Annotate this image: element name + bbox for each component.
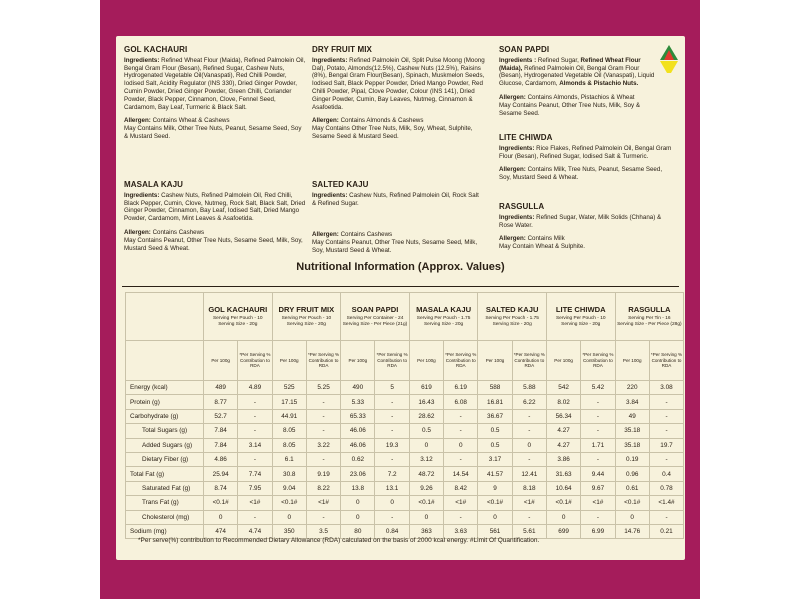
value-per-100g: 7.84 xyxy=(204,424,238,438)
nutrient-row xyxy=(126,481,684,495)
rda-header-line: RDA xyxy=(318,363,329,369)
value-per-100g: 17.15 xyxy=(272,395,306,409)
value-rda-percent: - xyxy=(375,452,409,466)
nutrition-header-row xyxy=(126,293,684,341)
value-per-100g: 23.06 xyxy=(341,467,375,481)
column-servings: Serving Per Tin - 16 xyxy=(628,316,671,322)
value-rda-percent: 13.1 xyxy=(375,481,409,495)
value-rda-percent: - xyxy=(306,395,340,409)
value-rda-percent: 3.22 xyxy=(306,438,340,452)
value-per-100g: 490 xyxy=(341,381,375,395)
value-rda-percent: 7.74 xyxy=(238,467,272,481)
column-servings: Serving Per Pouch - 10 xyxy=(555,316,606,322)
rda-header-line: *Per Serving % xyxy=(239,352,271,358)
value-per-100g: <0.1# xyxy=(615,496,649,510)
column-serving-size: Serving Size - Per Piece (21g) xyxy=(342,322,408,327)
value-per-100g: 46.06 xyxy=(341,438,375,452)
product-allergen: Allergen: Contains Almonds, Pistachios & Wheat May Contains Peanut, Other Tree Nuts, Milk, Soy & Sesame Seed. xyxy=(499,93,640,117)
value-rda-percent: 0 xyxy=(375,496,409,510)
value-per-100g: 10.64 xyxy=(546,481,580,495)
column-header xyxy=(478,293,547,341)
product-allergen: Allergen: Contains Cashews May Contains Peanut, Other Tree Nuts, Sesame Seed, Milk, Soy, Mustard Seed & Wheat. xyxy=(124,228,303,252)
value-rda-percent: - xyxy=(238,409,272,423)
nutrient-row xyxy=(126,452,684,466)
value-per-100g: 0 xyxy=(478,510,512,524)
nutrient-label: Trans Fat (g) xyxy=(126,496,204,510)
nutrient-label: Carbohydrate (g) xyxy=(126,409,204,423)
nutrient-row xyxy=(126,395,684,409)
value-per-100g: 41.57 xyxy=(478,467,512,481)
product-salted-kaju xyxy=(312,181,482,255)
rda-header-line: Contribution to xyxy=(308,357,339,363)
value-per-100g: 542 xyxy=(546,381,580,395)
nutrient-label: Total Sugars (g) xyxy=(126,424,204,438)
column-serving-size: Serving Size - 20g xyxy=(423,322,464,327)
value-rda-percent: - xyxy=(238,424,272,438)
product-ingredients: Ingredients: Cashew Nuts, Refined Palmolein Oil, Red Chilli, Black Pepper, Cumin, Clove, Nutmeg, Rock Salt, Black Salt, Dried Ginger Powder, Cinnamon, Bay Leaf, Iodised Salt, Dried Mango Powder, Cardamom, Mint Leaves & Asafoetida. xyxy=(124,191,306,223)
value-rda-percent: 9.19 xyxy=(306,467,340,481)
value-per-100g: 0.61 xyxy=(615,481,649,495)
value-per-100g: 4.27 xyxy=(546,438,580,452)
product-lite-chiwda xyxy=(499,134,675,182)
value-per-100g: <0.1# xyxy=(409,496,443,510)
nutrient-label: Cholesterol (mg) xyxy=(126,510,204,524)
value-rda-percent: - xyxy=(375,424,409,438)
nutrient-row xyxy=(126,496,684,510)
value-rda-percent: 4.89 xyxy=(238,381,272,395)
value-per-100g: 8.02 xyxy=(546,395,580,409)
product-ingredients: Ingredients: Cashew Nuts, Refined Palmolein Oil, Rock Salt & Refined Sugar. xyxy=(312,191,479,207)
rda-header-line: *Per Serving % xyxy=(307,352,340,358)
per-serving-rda-header xyxy=(649,341,683,381)
column-header xyxy=(341,293,410,341)
value-rda-percent: 0.84 xyxy=(375,524,409,538)
value-rda-percent: - xyxy=(512,424,546,438)
column-product-name: MASALA KAJU xyxy=(416,305,472,315)
value-per-100g: 4.27 xyxy=(546,424,580,438)
value-per-100g: 619 xyxy=(409,381,443,395)
value-rda-percent: - xyxy=(306,510,340,524)
product-soan-papdi xyxy=(499,46,659,117)
value-per-100g: 48.72 xyxy=(409,467,443,481)
product-ingredients: Ingredients: Refined Wheat Flour (Maida), Refined Palmolein Oil, Bengal Gram Flour (Besan), Refined Sugar, Cashew Nuts, Hydrogenated Vegetable Oil(Vanaspati), Red Chilli Powder, Iodised Salt, Acidity Regulator (INS 330), Dried Ginger Powder, Cumin Powder, Dried Ginger Powder, Green Chilli, Coriander Powder, Black Pepper, Cinnamon, Clove, Fennel Seed, Cardamom, Bay Leaf, Turmeric & Black Salt. xyxy=(124,56,306,111)
value-rda-percent: 4.74 xyxy=(238,524,272,538)
nutrient-label: Sodium (mg) xyxy=(126,524,204,538)
value-per-100g: 49 xyxy=(615,409,649,423)
value-per-100g: 6.1 xyxy=(272,452,306,466)
value-rda-percent: 7.95 xyxy=(238,481,272,495)
value-rda-percent: <1.4# xyxy=(649,496,683,510)
value-rda-percent: 9.44 xyxy=(581,467,615,481)
rda-header-line: RDA xyxy=(661,363,672,369)
value-rda-percent: - xyxy=(306,409,340,423)
nutrient-label: Dietary Fiber (g) xyxy=(126,452,204,466)
column-product-name: DRY FRUIT MIX xyxy=(278,305,335,315)
per-100g-header: Per 100g xyxy=(204,341,238,381)
value-per-100g: <0.1# xyxy=(204,496,238,510)
value-rda-percent: <1# xyxy=(581,496,615,510)
value-per-100g: 0 xyxy=(272,510,306,524)
value-per-100g: 4.86 xyxy=(204,452,238,466)
value-per-100g: 3.86 xyxy=(546,452,580,466)
value-rda-percent: - xyxy=(581,424,615,438)
rda-header-line: RDA xyxy=(455,363,466,369)
product-masala-kaju xyxy=(124,181,306,252)
column-product-name: SALTED KAJU xyxy=(485,305,539,315)
value-rda-percent: 6.22 xyxy=(512,395,546,409)
product-name: SOAN PAPDI xyxy=(499,45,550,54)
value-rda-percent: - xyxy=(238,452,272,466)
value-rda-percent: 8.42 xyxy=(444,481,478,495)
nutrient-row xyxy=(126,424,684,438)
rda-header-line: Contribution to xyxy=(445,357,476,363)
rda-header-line: *Per Serving % xyxy=(376,352,408,358)
nutrition-table xyxy=(125,292,684,539)
rda-header-line: Contribution to xyxy=(377,357,408,363)
value-per-100g: 9.04 xyxy=(272,481,306,495)
product-dry-fruit-mix xyxy=(312,46,494,141)
value-per-100g: 65.33 xyxy=(341,409,375,423)
value-per-100g: 35.18 xyxy=(615,438,649,452)
column-servings: Serving Per Pouch - 10 xyxy=(212,316,263,322)
column-serving-size: Serving Size - 20g xyxy=(492,322,532,327)
column-serving-size: Serving Size - 20g xyxy=(286,322,326,327)
product-allergen: Allergen: Contains Wheat & Cashews May Contains Milk, Other Tree Nuts, Peanut, Sesame Seed, Soy & Mustard Seed. xyxy=(124,117,302,140)
value-per-100g: 3.84 xyxy=(615,395,649,409)
nutrient-label: Total Fat (g) xyxy=(126,467,204,481)
value-rda-percent: 5.25 xyxy=(306,381,340,395)
value-rda-percent: - xyxy=(649,409,683,423)
value-rda-percent: - xyxy=(512,452,546,466)
value-rda-percent: - xyxy=(649,510,683,524)
per-serving-rda-header xyxy=(512,341,546,381)
value-rda-percent: 0 xyxy=(512,438,546,452)
per-serving-rda-header xyxy=(581,341,615,381)
product-gol-kachauri xyxy=(124,46,306,141)
per-100g-header: Per 100g xyxy=(409,341,443,381)
per-serving-rda-header xyxy=(306,341,340,381)
value-per-100g: 363 xyxy=(409,524,443,538)
value-rda-percent: 1.71 xyxy=(581,438,615,452)
value-rda-percent: - xyxy=(581,452,615,466)
value-rda-percent: - xyxy=(306,452,340,466)
value-per-100g: 525 xyxy=(272,381,306,395)
value-per-100g: 28.62 xyxy=(409,409,443,423)
product-ingredients: Ingredients: Refined Palmolein Oil, Split Pulse Moong (Moong Dal), Potato, Almonds(12.5%), Cashew Nuts (12.5%), Raisins (8%), Bengal Gram Flour(Besan), Spinach, Muskmelon Seeds, Iodised Salt, Black Pepper Powder, Dried Mango Powder, Red Chilli Powder, Pipal, Clove Powder, Colour (INS 141), Dried Ginger Powder, Cumin, Bay Leaves, Nutmeg, Cinnamon & Asafoetida. xyxy=(312,56,485,111)
nutrition-title: Nutritional Information (Approx. Values) xyxy=(296,261,505,273)
value-rda-percent: - xyxy=(375,395,409,409)
column-product-name: RASGULLA xyxy=(628,305,671,315)
value-rda-percent: 8.18 xyxy=(512,481,546,495)
value-per-100g: 0.62 xyxy=(341,452,375,466)
value-rda-percent: - xyxy=(649,395,683,409)
per-serving-rda-header xyxy=(375,341,409,381)
product-allergen: Allergen: Contains Milk May Contain Wheat & Sulphite. xyxy=(499,235,585,251)
column-product-name: SOAN PAPDI xyxy=(351,305,399,315)
rda-header-line: Contribution to xyxy=(582,357,613,363)
value-per-100g: 0 xyxy=(615,510,649,524)
value-rda-percent: 7.2 xyxy=(375,467,409,481)
product-name: SALTED KAJU xyxy=(312,180,369,189)
column-product-name: GOL KACHAURI xyxy=(208,305,268,315)
value-rda-percent: 19.7 xyxy=(649,438,683,452)
subheader-blank xyxy=(126,341,204,381)
value-per-100g: 350 xyxy=(272,524,306,538)
value-rda-percent: - xyxy=(238,510,272,524)
value-rda-percent: - xyxy=(444,510,478,524)
veg-mark-icon xyxy=(658,44,680,74)
column-header xyxy=(409,293,478,341)
value-per-100g: 5.33 xyxy=(341,395,375,409)
per-100g-header: Per 100g xyxy=(546,341,580,381)
column-header xyxy=(546,293,615,341)
value-per-100g: 0 xyxy=(204,510,238,524)
value-per-100g: 0.19 xyxy=(615,452,649,466)
value-per-100g: 36.67 xyxy=(478,409,512,423)
value-per-100g: 0.96 xyxy=(615,467,649,481)
value-per-100g: 16.43 xyxy=(409,395,443,409)
product-name: GOL KACHAURI xyxy=(124,45,188,54)
product-name: MASALA KAJU xyxy=(124,180,184,189)
column-serving-size: Serving Size - Per Piece (28g) xyxy=(617,322,682,327)
nutrient-row xyxy=(126,510,684,524)
value-per-100g: <0.1# xyxy=(272,496,306,510)
rda-header-line: RDA xyxy=(250,363,260,369)
value-rda-percent: - xyxy=(581,395,615,409)
product-ingredients: Ingredients : Refined Sugar, Refined Wheat Flour (Maida), Refined Palmolein Oil, Bengal Gram Flour (Besan), Hydrogenated Vegetable Oil (Vanaspati), Liquid Glucose, Cardamom, Almonds & Pistachio Nuts. xyxy=(499,56,655,88)
rda-header-line: Contribution to xyxy=(651,357,682,363)
rda-header-line: *Per Serving % xyxy=(445,352,477,358)
per-serving-rda-header xyxy=(238,341,272,381)
value-per-100g: 588 xyxy=(478,381,512,395)
value-per-100g: 0.5 xyxy=(409,424,443,438)
value-per-100g: 14.76 xyxy=(615,524,649,538)
value-per-100g: 474 xyxy=(204,524,238,538)
value-rda-percent: 12.41 xyxy=(512,467,546,481)
value-rda-percent: 19.3 xyxy=(375,438,409,452)
value-per-100g: 46.06 xyxy=(341,424,375,438)
column-servings: Serving Per Container - 24 xyxy=(346,316,404,322)
value-per-100g: 8.05 xyxy=(272,438,306,452)
nutrient-label: Protein (g) xyxy=(126,395,204,409)
rda-header-line: *Per Serving % xyxy=(513,352,545,358)
rda-header-line: *Per Serving % xyxy=(650,352,683,358)
value-rda-percent: - xyxy=(444,409,478,423)
product-allergen: Allergen: Contains Milk, Tree Nuts, Peanut, Sesame Seed, Soy, Mustard Seed & Wheat. xyxy=(499,166,663,182)
value-per-100g: 13.8 xyxy=(341,481,375,495)
column-product-name: LITE CHIWDA xyxy=(555,305,606,315)
column-servings: Serving Per Pouch - 10 xyxy=(281,316,332,322)
product-allergen: Allergen: Contains Almonds & Cashews May Contains Other Tree Nuts, Milk, Soy, Wheat, Sulphite, Sesame Seed & Mustard Seed. xyxy=(312,117,473,140)
value-rda-percent: 6.08 xyxy=(444,395,478,409)
value-per-100g: 0.5 xyxy=(478,438,512,452)
value-rda-percent: 3.63 xyxy=(444,524,478,538)
rda-header-line: RDA xyxy=(593,363,603,369)
value-rda-percent: 14.54 xyxy=(444,467,478,481)
per-100g-header: Per 100g xyxy=(478,341,512,381)
nutrient-label: Energy (kcal) xyxy=(126,381,204,395)
value-rda-percent: - xyxy=(444,452,478,466)
value-per-100g: 561 xyxy=(478,524,512,538)
value-rda-percent: 0.4 xyxy=(649,467,683,481)
column-header xyxy=(204,293,273,341)
nutrient-label: Added Sugars (g) xyxy=(126,438,204,452)
value-rda-percent: - xyxy=(375,510,409,524)
value-rda-percent: - xyxy=(306,424,340,438)
product-rasgulla xyxy=(499,203,675,251)
value-rda-percent: 0.21 xyxy=(649,524,683,538)
value-rda-percent: 5.42 xyxy=(581,381,615,395)
rda-header-line: *Per Serving % xyxy=(582,352,614,358)
nutrient-label: Saturated Fat (g) xyxy=(126,481,204,495)
header-blank xyxy=(126,293,204,341)
nutrient-row xyxy=(126,467,684,481)
value-per-100g: 56.34 xyxy=(546,409,580,423)
nutrient-row xyxy=(126,438,684,452)
product-allergen: Allergen: Contains Cashews May Contains Peanut, Other Tree Nuts, Sesame Seed, Milk, Soy, Mustard Seed & Wheat. xyxy=(312,231,478,254)
column-serving-size: Serving Size - 20g xyxy=(218,322,258,327)
value-rda-percent: 3.14 xyxy=(238,438,272,452)
value-rda-percent: - xyxy=(649,452,683,466)
value-rda-percent: 3.08 xyxy=(649,381,683,395)
nutrient-row xyxy=(126,409,684,423)
value-per-100g: 0 xyxy=(409,510,443,524)
value-rda-percent: 6.99 xyxy=(581,524,615,538)
value-rda-percent: 5 xyxy=(375,381,409,395)
value-rda-percent: <1# xyxy=(306,496,340,510)
value-per-100g: 31.63 xyxy=(546,467,580,481)
value-per-100g: 0 xyxy=(409,438,443,452)
divider xyxy=(122,286,679,287)
value-rda-percent: 9.67 xyxy=(581,481,615,495)
value-rda-percent: <1# xyxy=(444,496,478,510)
value-per-100g: 30.8 xyxy=(272,467,306,481)
rda-header-line: RDA xyxy=(524,363,535,369)
value-per-100g: 0 xyxy=(341,510,375,524)
value-rda-percent: 5.88 xyxy=(512,381,546,395)
value-per-100g: 3.12 xyxy=(409,452,443,466)
product-name: RASGULLA xyxy=(499,202,545,211)
value-rda-percent: - xyxy=(512,409,546,423)
value-rda-percent: 8.22 xyxy=(306,481,340,495)
column-serving-size: Serving Size - 20g xyxy=(561,322,601,327)
value-per-100g: 8.74 xyxy=(204,481,238,495)
value-per-100g: 52.7 xyxy=(204,409,238,423)
per-100g-header: Per 100g xyxy=(615,341,649,381)
value-rda-percent: - xyxy=(512,510,546,524)
per-serving-rda-header xyxy=(444,341,478,381)
value-per-100g: 80 xyxy=(341,524,375,538)
value-per-100g: <0.1# xyxy=(478,496,512,510)
product-ingredients: Ingredients: Rice Flakes, Refined Palmolein Oil, Bengal Gram Flour (Besan), Refined Sugar, Iodised Salt & Turmeric. xyxy=(499,144,672,160)
nutrient-row xyxy=(126,381,684,395)
product-name: LITE CHIWDA xyxy=(499,133,553,142)
value-rda-percent: 5.61 xyxy=(512,524,546,538)
value-per-100g: 0 xyxy=(341,496,375,510)
value-rda-percent: 6.19 xyxy=(444,381,478,395)
rda-header-line: Contribution to xyxy=(514,357,545,363)
value-per-100g: 7.84 xyxy=(204,438,238,452)
column-header xyxy=(272,293,341,341)
value-rda-percent: 0 xyxy=(444,438,478,452)
column-servings: Serving Per Pouch - 1.75 xyxy=(485,316,539,322)
value-rda-percent: 0.78 xyxy=(649,481,683,495)
value-per-100g: 35.18 xyxy=(615,424,649,438)
value-per-100g: 0.5 xyxy=(478,424,512,438)
value-rda-percent: - xyxy=(375,409,409,423)
value-rda-percent: - xyxy=(581,409,615,423)
value-per-100g: 489 xyxy=(204,381,238,395)
nutrition-subheader-row xyxy=(126,341,684,381)
value-rda-percent: 3.5 xyxy=(306,524,340,538)
value-per-100g: 220 xyxy=(615,381,649,395)
value-per-100g: 699 xyxy=(546,524,580,538)
rda-header-line: Contribution to xyxy=(240,357,270,363)
column-servings: Serving Per Pouch - 1.75 xyxy=(416,316,471,322)
value-rda-percent: - xyxy=(444,424,478,438)
value-rda-percent: <1# xyxy=(512,496,546,510)
value-rda-percent: - xyxy=(238,395,272,409)
rda-header-line: RDA xyxy=(387,363,397,369)
value-rda-percent: <1# xyxy=(238,496,272,510)
value-per-100g: 3.17 xyxy=(478,452,512,466)
value-per-100g: 0 xyxy=(546,510,580,524)
value-rda-percent: - xyxy=(649,424,683,438)
value-per-100g: 16.81 xyxy=(478,395,512,409)
value-per-100g: 8.05 xyxy=(272,424,306,438)
value-per-100g: 25.94 xyxy=(204,467,238,481)
column-header xyxy=(615,293,684,341)
footnote: *Per serve(%) contribution to Recommended Dietary Allowance (RDA) calculated on the basis of 2000 kcal energy. #Limit Of Quantification. xyxy=(138,537,540,544)
value-per-100g: 9.26 xyxy=(409,481,443,495)
per-100g-header: Per 100g xyxy=(272,341,306,381)
product-name: DRY FRUIT MIX xyxy=(312,45,372,54)
product-ingredients: Ingredients: Refined Sugar, Water, Milk Solids (Chhana) & Rose Water. xyxy=(499,213,662,229)
value-per-100g: 8.77 xyxy=(204,395,238,409)
value-per-100g: 9 xyxy=(478,481,512,495)
value-per-100g: 44.91 xyxy=(272,409,306,423)
per-100g-header: Per 100g xyxy=(341,341,375,381)
value-per-100g: <0.1# xyxy=(546,496,580,510)
value-rda-percent: - xyxy=(581,510,615,524)
